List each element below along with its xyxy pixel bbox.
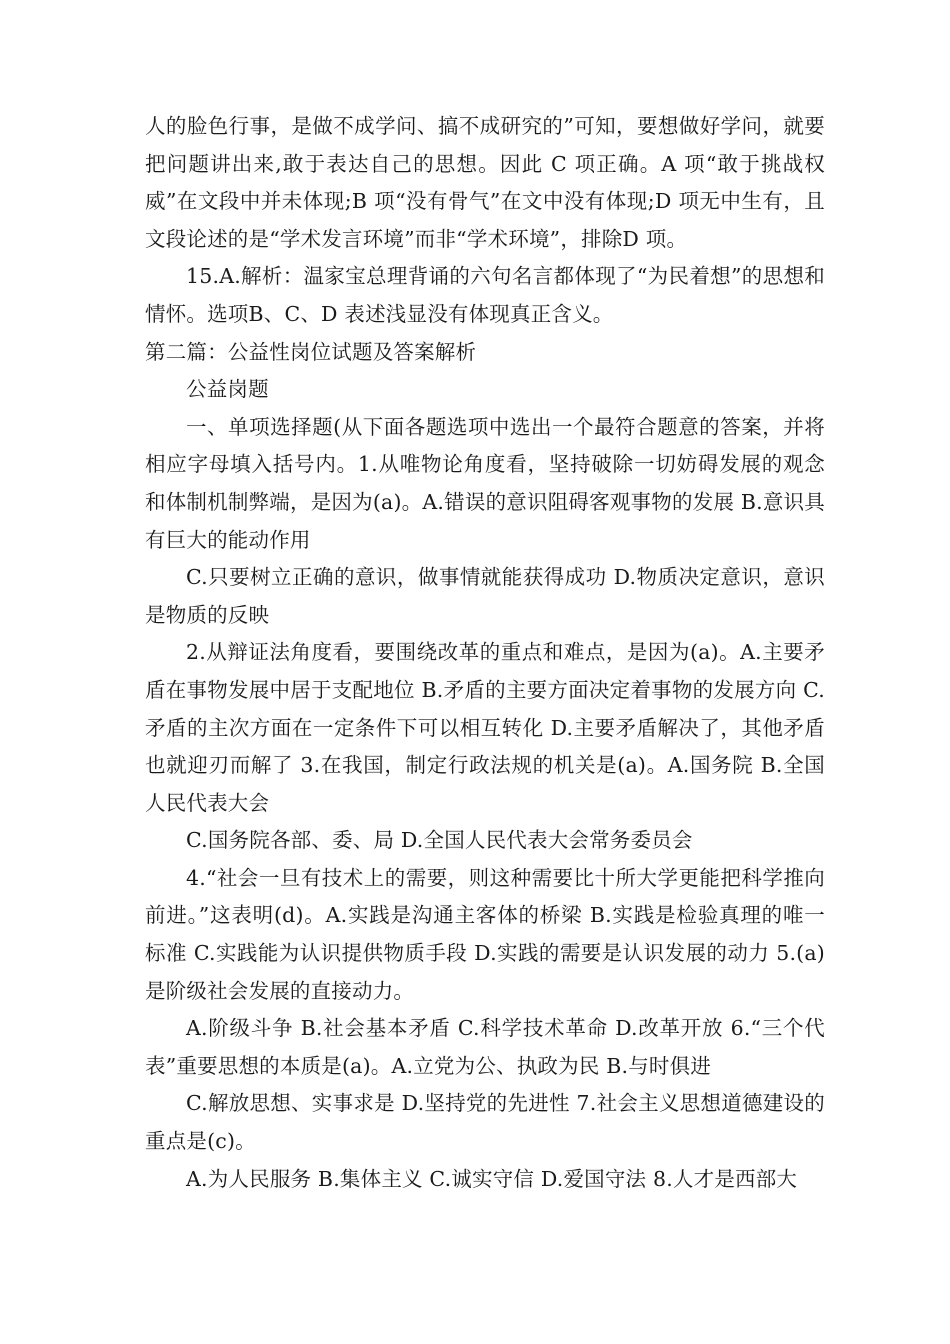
paragraph-answer-15: 15.A.解析：温家宝总理背诵的六句名言都体现了“为民着想”的思想和情怀。选项B、C、D 表述浅显没有体现真正含义。 [145,264,825,326]
paragraph-question-3-options: C.国务院各部、委、局 D.全国人民代表大会常务委员会 [186,828,693,853]
document-body [145,108,825,1198]
paragraph-question-4-5: 4.“社会一旦有技术上的需要，则这种需要比十所大学更能把科学推向前进。”这表明(d)。A.实践是沟通主客体的桥梁 B.实践是检验真理的唯一标准 C.实践能为认识提供物质手段 D.实践的需要是认识发展的动力 5.(a)是阶级社会发展的直接动力。 [145,865,825,1003]
paragraph-question-1-options: C.只要树立正确的意识，做事情就能获得成功 D.物质决定意识，意识是物质的反映 [145,565,825,627]
paragraph-question-7-8: A.为人民服务 B.集体主义 C.诚实守信 D.爱国守法 8.人才是西部大 [186,1166,798,1191]
section-heading: 第二篇：公益性岗位试题及答案解析 [145,339,477,364]
paragraph-question-1: 一、单项选择题(从下面各题选项中选出一个最符合题意的答案，并将相应字母填入括号内。1.从唯物论角度看，坚持破除一切妨碍发展的观念和体制机制弊端，是因为(a)。A.错误的意识阻碍客观事物的发展 B.意识具有巨大的能动作用 [145,414,825,552]
paragraph-question-5-6: A.阶级斗争 B.社会基本矛盾 C.科学技术革命 D.改革开放 6.“三个代表”重要思想的本质是(a)。A.立党为公、执政为民 B.与时俱进 [145,1016,825,1078]
paragraph-question-2-3: 2.从辩证法角度看，要围绕改革的重点和难点，是因为(a)。A.主要矛盾在事物发展中居于支配地位 B.矛盾的主要方面决定着事物的发展方向 C.矛盾的主次方面在一定条件下可以相互转化 D.主要矛盾解决了，其他矛盾也就迎刃而解了 3.在我国，制定行政法规的机关是(a)。A.国务院 B.全国人民代表大会 [145,640,825,815]
section-subtitle: 公益岗题 [186,377,269,402]
paragraph-continuation: 人的脸色行事，是做不成学问、搞不成研究的”可知，要想做好学问，就要把问题讲出来,敢于表达自己的思想。因此 C 项正确。A 项“敢于挑战权威”在文段中并未体现;B 项“没有骨气”在文中没有体现;D 项无中生有，且文段论述的是“学术发言环境”而非“学术环境”，排除D 项。 [145,114,825,251]
paragraph-question-6-7: C.解放思想、实事求是 D.坚持党的先进性 7.社会主义思想道德建设的重点是(c)。 [145,1091,825,1154]
